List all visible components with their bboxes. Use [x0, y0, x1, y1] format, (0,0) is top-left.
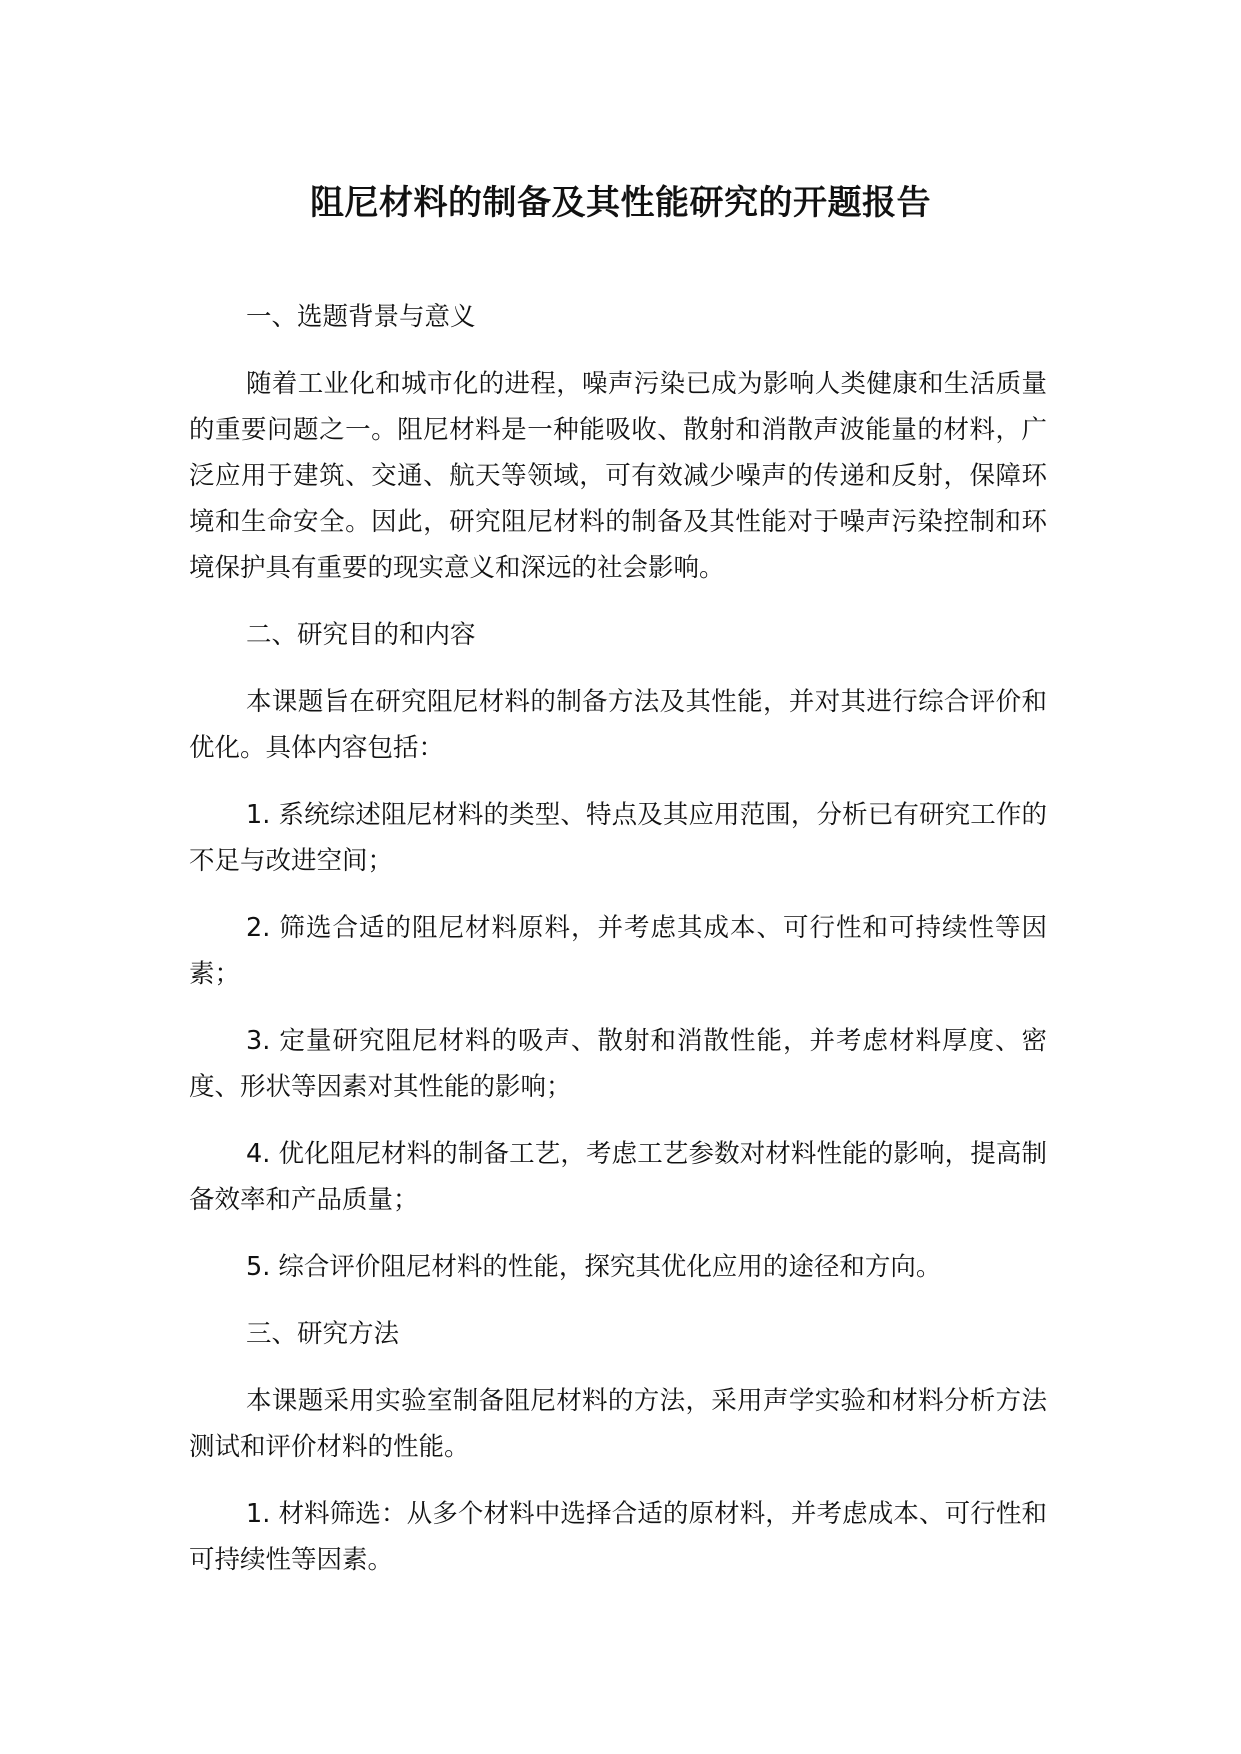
- purpose-intro-paragraph: 本课题旨在研究阻尼材料的制备方法及其性能，并对其进行综合评价和优化。具体内容包括：: [189, 687, 1047, 763]
- purpose-list-item: 5. 综合评价阻尼材料的性能，探究其优化应用的途径和方向。: [246, 1252, 942, 1282]
- method-list-item: 1. 材料筛选：从多个材料中选择合适的原材料，并考虑成本、可行性和可持续性等因素。: [189, 1499, 1047, 1575]
- background-paragraph: 随着工业化和城市化的进程，噪声污染已成为影响人类健康和生活质量的重要问题之一。阻尼材料是一种能吸收、散射和消散声波能量的材料，广泛应用于建筑、交通、航天等领域，可有效减少噪声的传递和反射，保障环境和生命安全。因此，研究阻尼材料的制备及其性能对于噪声污染控制和环境保护具有重要的现实意义和深远的社会影响。: [189, 369, 1047, 583]
- purpose-list-item: 1. 系统综述阻尼材料的类型、特点及其应用范围，分析已有研究工作的不足与改进空间；: [189, 800, 1047, 876]
- section-heading-method: 三、研究方法: [246, 1319, 400, 1349]
- purpose-list-item: 2. 筛选合适的阻尼材料原料，并考虑其成本、可行性和可持续性等因素；: [189, 913, 1047, 989]
- purpose-list-item: 4. 优化阻尼材料的制备工艺，考虑工艺参数对材料性能的影响，提高制备效率和产品质量；: [189, 1139, 1047, 1215]
- section-heading-purpose: 二、研究目的和内容: [246, 620, 476, 650]
- document-body: [189, 294, 1047, 1604]
- method-intro-paragraph: 本课题采用实验室制备阻尼材料的方法，采用声学实验和材料分析方法测试和评价材料的性能。: [189, 1386, 1047, 1462]
- purpose-list-item: 3. 定量研究阻尼材料的吸声、散射和消散性能，并考虑材料厚度、密度、形状等因素对其性能的影响；: [189, 1026, 1047, 1102]
- document-title: 阻尼材料的制备及其性能研究的开题报告: [310, 183, 931, 223]
- section-heading-background: 一、选题背景与意义: [246, 302, 476, 332]
